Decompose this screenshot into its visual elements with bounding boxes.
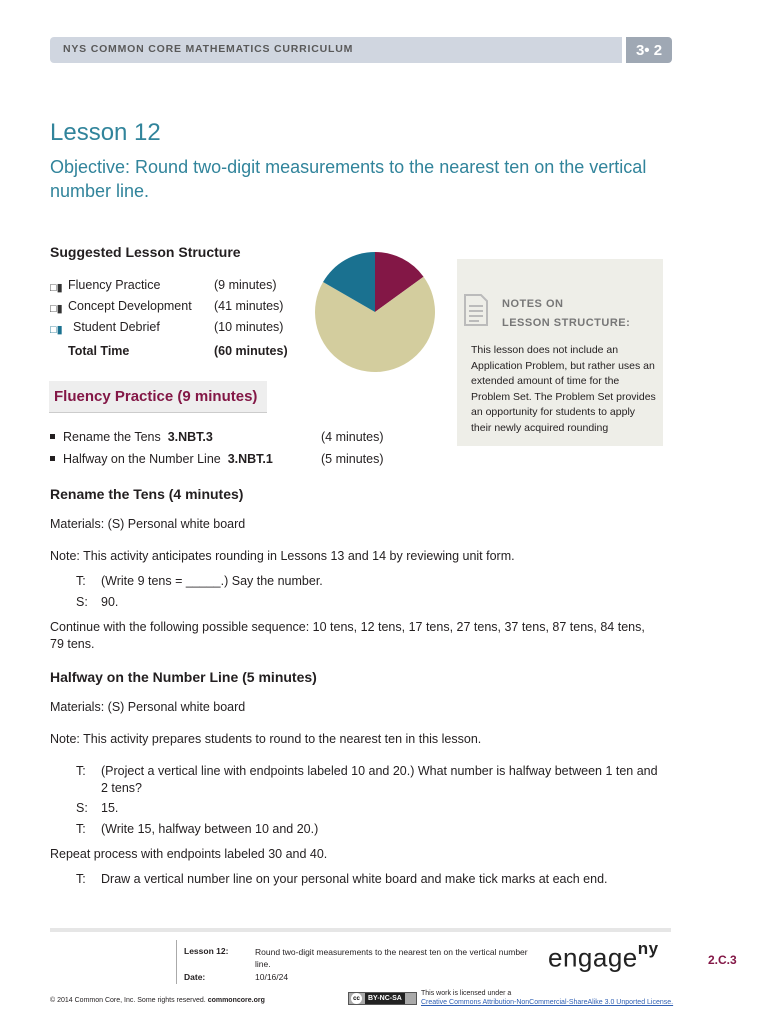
fluency-item-label: Halfway on the Number Line: [63, 452, 221, 466]
structure-label-fluency: Fluency Practice: [68, 278, 161, 292]
fluency-item-label: Rename the Tens: [63, 430, 161, 444]
rename-materials: Materials: (S) Personal white board: [50, 517, 246, 531]
footer-vertical-divider: [176, 940, 177, 984]
dialogue-text: (Write 15, halfway between 10 and 20.): [101, 822, 319, 836]
halfway-repeat: Repeat process with endpoints labeled 30 and 40.: [50, 847, 328, 861]
rename-heading: Rename the Tens (4 minutes): [50, 486, 244, 502]
dialogue-text: 15.: [101, 801, 119, 815]
halfway-heading: Halfway on the Number Line (5 minutes): [50, 669, 317, 685]
fluency-section-title: Fluency Practice (9 minutes): [49, 381, 267, 413]
cc-license-type: BY-NC-SA: [365, 993, 405, 1004]
footer-lesson-label: Lesson 12:: [184, 946, 229, 956]
structure-time-fluency: (9 minutes): [214, 278, 277, 292]
notes-heading-line1: NOTES ON: [502, 298, 564, 310]
structure-heading: Suggested Lesson Structure: [50, 244, 241, 260]
copyright-text: © 2014 Common Core, Inc. Some rights reserved.: [50, 997, 206, 1004]
fluency-item: [50, 430, 213, 444]
structure-label-concept: Concept Development: [68, 299, 192, 313]
footer-date-label: Date:: [184, 972, 206, 982]
speaker-label: S:: [76, 801, 88, 815]
license-link[interactable]: Creative Commons Attribution-NonCommercial-ShareAlike 3.0 Unported License.: [421, 999, 674, 1006]
brand-sup: ny: [637, 939, 659, 958]
copyright: [50, 997, 265, 1004]
creative-commons-badge[interactable]: [348, 992, 417, 1005]
footer-date-value: 10/16/24: [255, 972, 289, 982]
dialogue-text: 90.: [101, 595, 119, 609]
dialogue-text: Draw a vertical number line on your personal white board and make tick marks at each end.: [101, 872, 608, 886]
total-time-value: (60 minutes): [214, 344, 288, 358]
dialogue-text: (Project a vertical line with endpoints labeled 10 and 20.) What number is halfway between 1 ten and 2 tens?: [101, 764, 658, 795]
halfway-materials: Materials: (S) Personal white board: [50, 700, 246, 714]
footer-lesson-text: Round two-digit measurements to the nearest ten on the vertical number line.: [255, 947, 528, 969]
fluency-item-standard: 3.NBT.3: [167, 430, 213, 444]
curriculum-title: NYS COMMON CORE MATHEMATICS CURRICULUM: [63, 43, 354, 55]
rename-continue: Continue with the following possible sequence: 10 tens, 12 tens, 17 tens, 27 tens, 37 tens, 87 tens, 84 tens, 79 tens.: [50, 620, 645, 651]
checkbox-icon: □▮: [50, 282, 63, 294]
speaker-label: T:: [76, 872, 86, 886]
total-time-label: Total Time: [68, 344, 130, 358]
notes-document-icon: [463, 293, 489, 327]
dialogue-text: (Write 9 tens = _____.) Say the number.: [101, 574, 323, 588]
lesson-structure-pie-chart: [310, 247, 440, 377]
footer-divider: [50, 928, 671, 932]
halfway-note: Note: This activity prepares students to round to the nearest ten in this lesson.: [50, 732, 482, 746]
speaker-label: T:: [76, 822, 86, 836]
notes-heading: [502, 295, 642, 333]
fluency-item-time: (4 minutes): [321, 430, 384, 444]
brand-text: engage: [548, 942, 638, 973]
structure-label-debrief: Student Debrief: [73, 320, 160, 334]
lesson-title: Lesson 12: [50, 119, 161, 146]
fluency-item-standard: 3.NBT.1: [227, 452, 273, 466]
speaker-label: S:: [76, 595, 88, 609]
fluency-item: [50, 452, 273, 466]
notes-heading-line2: LESSON STRUCTURE:: [502, 317, 631, 329]
copyright-site: commoncore.org: [207, 997, 265, 1004]
grade-module-badge: 3• 2: [626, 37, 672, 63]
notes-body: This lesson does not include an Application Problem, but rather uses an extended amount of time for the Problem Set. The Problem Set provides an opportunity for students to apply their newly acquired rounding: [471, 344, 656, 434]
cc-icon: cc: [351, 993, 362, 1004]
engageny-logo: [548, 939, 659, 974]
structure-time-concept: (41 minutes): [214, 299, 284, 313]
rename-note: Note: This activity anticipates rounding in Lessons 13 and 14 by reviewing unit form.: [50, 549, 515, 563]
checkbox-icon: □▮: [50, 324, 63, 336]
speaker-label: T:: [76, 574, 86, 588]
checkbox-icon: □▮: [50, 303, 63, 315]
license-text: This work is licensed under a: [421, 990, 512, 997]
structure-time-debrief: (10 minutes): [214, 320, 284, 334]
fluency-item-time: (5 minutes): [321, 452, 384, 466]
speaker-label: T:: [76, 764, 86, 778]
bullet-icon: [50, 434, 55, 439]
bullet-icon: [50, 456, 55, 461]
lesson-objective: Objective: Round two-digit measurements to the nearest ten on the vertical number line.: [50, 157, 647, 201]
page-code: 2.C.3: [708, 953, 737, 967]
